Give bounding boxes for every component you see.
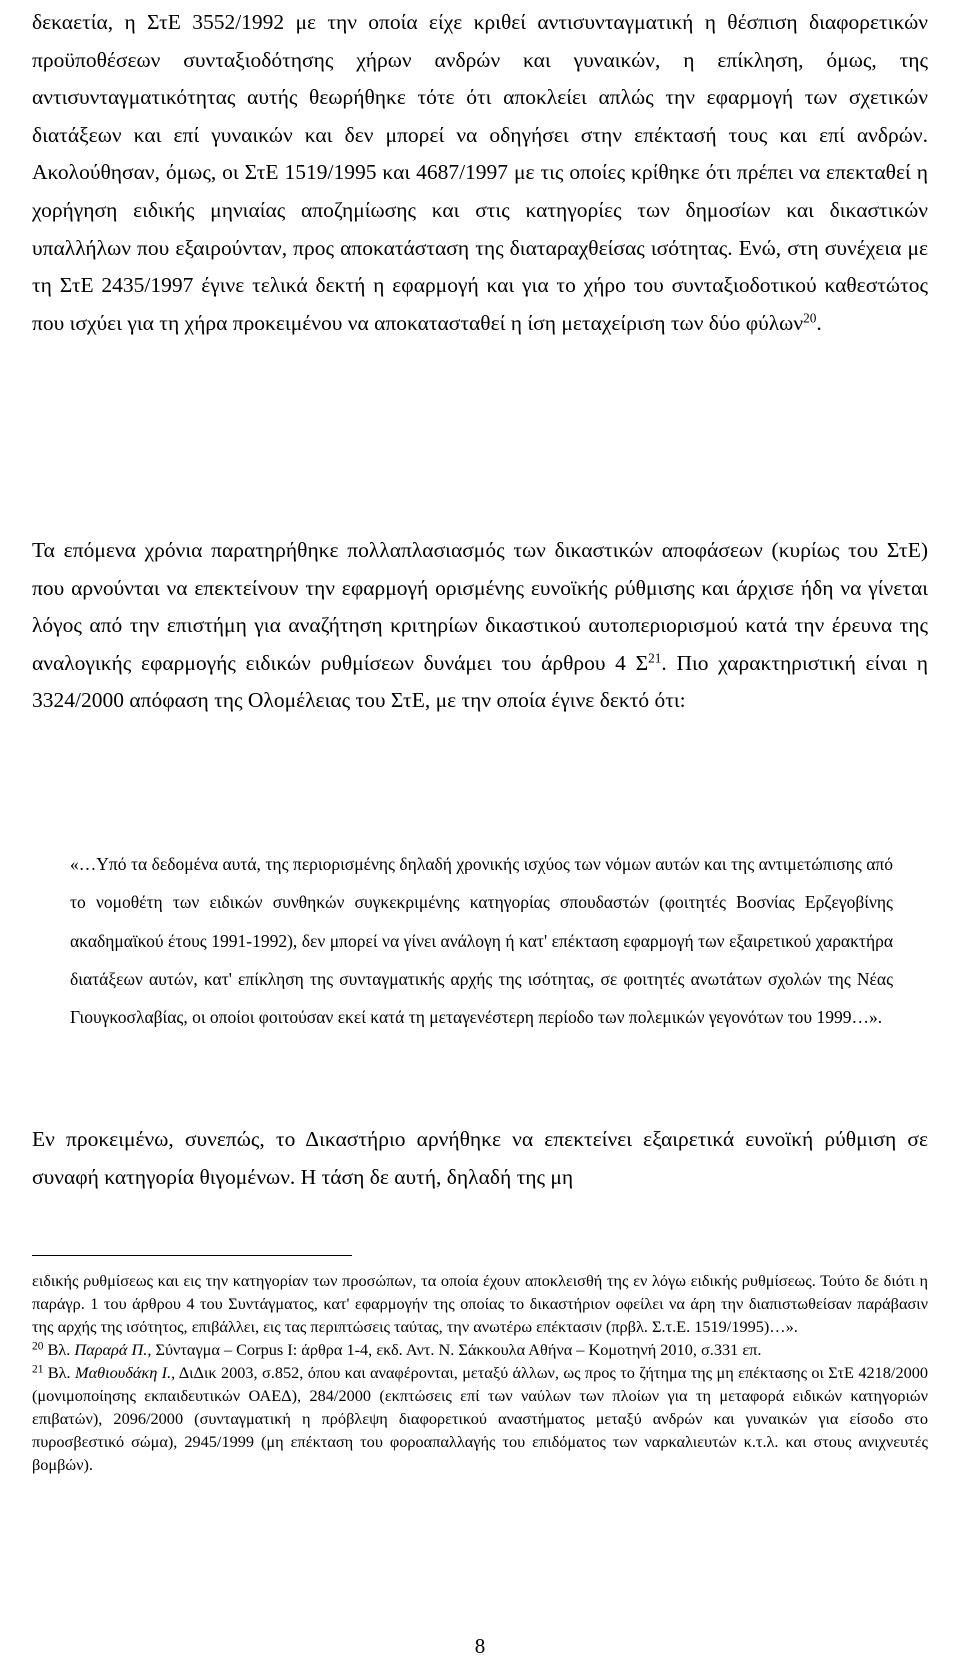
paragraph-2-text: Τα επόμενα χρόνια παρατηρήθηκε πολλαπλασιασμός των δικαστικών αποφάσεων (κυρίως του ΣτΕ) που αρνούνται να επεκτείνουν την εφαρμογή ορισμένης ευνοϊκής ρύθμισης και άρχισε ήδη να γίνεται λόγος από την επιστήμη για αναζήτηση κριτηρίων δικαστικού αυτοπεριορισμού κατά την έρευνα της αναλογικής εφαρμογής ειδικών ρυθμίσεων δυνάμει του άρθρου 4 Σ — [32, 538, 928, 675]
paragraph-1 — [32, 4, 928, 342]
footnote-ref-21[interactable]: 21 — [648, 650, 662, 666]
court-quote: «…Υπό τα δεδομένα αυτά, της περιορισμένης δηλαδή χρονικής ισχύος των νόμων αυτών και της αντιμετώπισης από το νομοθέτη των ειδικών συνθηκών συγκεκριμένης κατηγορίας σπουδαστών (φοιτητές Βοσνίας Ερζεγοβίνης ακαδημαϊκού έτους 1991-1992), δεν μπορεί να γίνει ανάλογη ή κατ' επέκταση εφαρμογή των εξαιρετικού χαρακτήρα διατάξεων αυτών, κατ' επίκληση της συνταγματικής αρχής της ισότητας, σε φοιτητές ανωτάτων σχολών της Νέας Γιουγκοσλαβίας, οι οποίοι φοιτούσαν εκεί κατά τη μεταγενέστερη περίοδο των πολεμικών γεγονότων του 1999…». — [70, 854, 893, 1028]
footnote-20-author: Παραρά Π. — [74, 1340, 148, 1359]
paragraph-3: Εν προκειμένω, συνεπώς, το Δικαστήριο αρνήθηκε να επεκτείνει εξαιρετικά ευνοϊκή ρύθμιση σε συναφή κατηγορία θιγομένων. Η τάση δε αυτή, δηλαδή της μη — [32, 1127, 928, 1189]
footnote-ref-20[interactable]: 20 — [803, 310, 817, 326]
footnote-20-number: 20 — [32, 1340, 44, 1353]
paragraph-1-end: . — [816, 310, 822, 335]
page-number: 8 — [474, 1634, 486, 1658]
paragraph-1-text: δεκαετία, η ΣτΕ 3552/1992 με την οποία είχε κριθεί αντισυνταγματική η θέσπιση διαφορετικών προϋποθέσεων συνταξιοδότησης χήρων ανδρών και γυναικών, η επίκληση, όμως, της αντισυνταγματικότητας αυτής θεωρήθηκε τότε ότι αποκλείει απλώς την εφαρμογή των σχετικών διατάξεων και επί γυναικών και δεν μπορεί να οδηγήσει στην επέκτασή τους και επί ανδρών. Ακολούθησαν, όμως, οι ΣτΕ 1519/1995 και 4687/1997 με τις οποίες κρίθηκε ότι πρέπει να επεκταθεί η χορήγηση ειδικής μηνιαίας αποζημίωσης και στις κατηγορίες των δημοσίων και δικαστικών υπαλλήλων που εξαιρούνταν, προς αποκατάσταση της διαταραχθείσας ισότητας. Ενώ, στη συνέχεια με τη ΣτΕ 2435/1997 έγινε τελικά δεκτή η εφαρμογή και για το χήρο του συνταξιοδοτικού καθεστώτος που ισχύει για τη χήρα προκειμένου να αποκατασταθεί η ίση μεταχείριση των δύο φύλων — [32, 10, 928, 335]
footnote-separator — [32, 1255, 352, 1256]
footnotes — [32, 1269, 928, 1476]
footnote-20-prefix: Βλ. — [47, 1340, 75, 1359]
footnote-21-text: , ΔιΔικ 2003, σ.852, όπου και αναφέρονται, μεταξύ άλλων, ως προς το ζήτημα της μη επέκτασης οι ΣτΕ 4218/2000 (μονιμοποίησης εκπαιδευτικών ΟΑΕΔ), 284/2000 (εκπτώσεις επί των ναύλων των πλοίων για τη μεταφορά ειδικών κατηγοριών επιβατών), 2096/2000 (συνταγματική η πρόβλεψη διαφορετικού αναστήματος μεταξύ ανδρών και γυναικών για είσοδο στο πυροσβεστικό σώμα), 2945/1999 (μη επέκταση του φοροαπαλλαγής του επιδόματος των ναρκαλιευτών κ.τ.λ. και στους ανιχνευτές βομβών). — [32, 1363, 929, 1474]
footnote-20 — [32, 1338, 928, 1361]
footnote-continuation: ειδικής ρυθμίσεως και εις την κατηγορίαν των προσώπων, τα οποία έχουν αποκλεισθή της εν λόγω ειδικής ρυθμίσεως. Τούτο δε διότι η παράγρ. 1 του άρθρου 4 του Συντάγματος, κατ' εφαρμογήν της οποίας το δικαστήριον οφείλει να άρη την διαπιστωθείσαν παράβασιν της αρχής της ισότητος, επιβάλλει, εις τας περιπτώσεις ταύτας, την ανωτέρω επέκτασιν (πρβλ. Σ.τ.Ε. 1519/1995)…». — [32, 1271, 928, 1336]
footnote-20-text: , Σύνταγμα – Corpus I: άρθρα 1-4, εκδ. Αντ. Ν. Σάκκουλα Αθήνα – Κομοτηνή 2010, σ.331 επ. — [147, 1340, 762, 1359]
footnote-21-author: Μαθιουδάκη Ι. — [75, 1363, 172, 1382]
footnote-21-prefix: Βλ. — [47, 1363, 76, 1382]
footnote-21-number: 21 — [32, 1363, 44, 1376]
paragraph-2 — [32, 532, 928, 720]
footnote-21 — [32, 1361, 928, 1476]
paragraph-2-end: . Πιο χαρακτηριστική είναι η 3324/2000 απόφαση της Ολομέλειας του ΣτΕ, με την οποία έγινε δεκτό ότι: — [32, 650, 928, 713]
